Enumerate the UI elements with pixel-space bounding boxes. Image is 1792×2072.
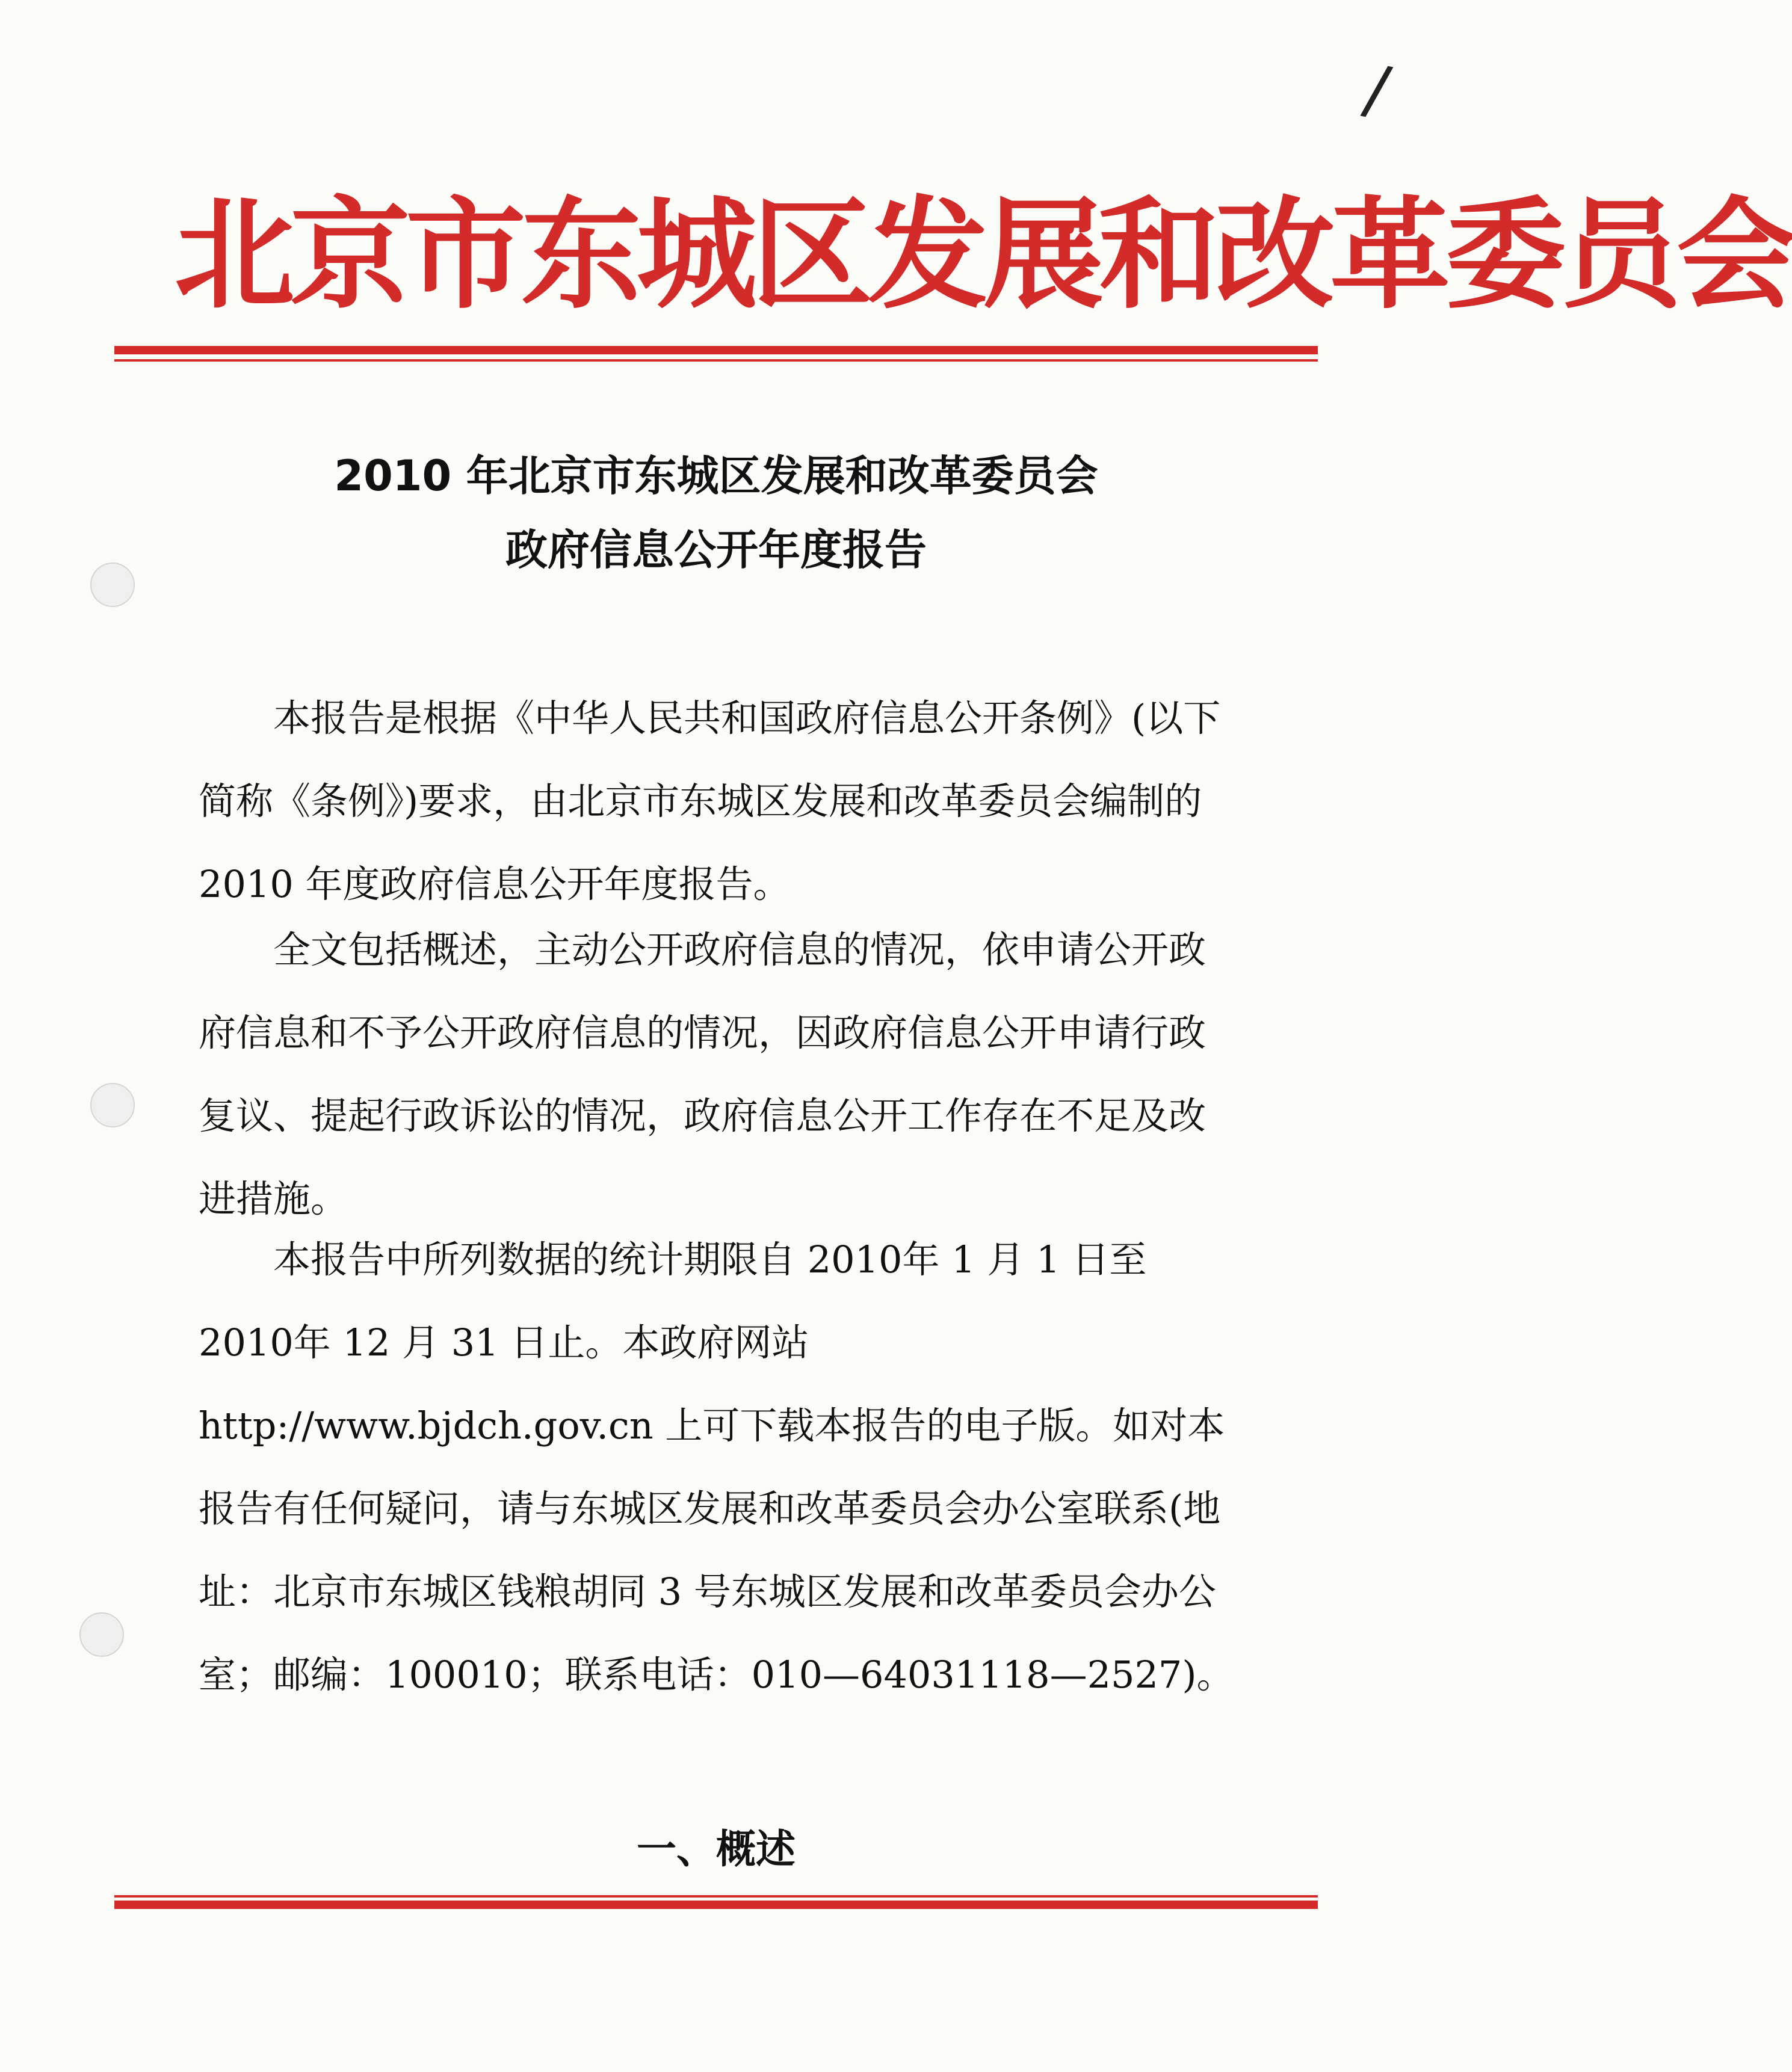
report-title-line-1: 2010 年北京市东城区发展和改革委员会 — [334, 451, 1098, 501]
paragraph-period-contact: 本报告中所列数据的统计期限自 2010年 1 月 1 日至 2010年 12 月 31 日止。本政府网站 http://www.bjdch.gov.cn 上可下载本报告的电子版。如对本报告有任何疑问，请与东城区发展和改革委员会办公室联系(地址：北京市东城区钱粮胡同 3 号东城区发展和改革委员会办公室；邮编：100010；联系电话：010—64031118—2527)。 — [199, 1238, 1234, 1697]
footer-red-rule-thin — [114, 1895, 1318, 1898]
letterhead: 北京市东城区发展和改革委员会 — [175, 185, 1792, 325]
report-title-line-2: 政府信息公开年度报告 — [505, 525, 927, 575]
punch-hole — [90, 1083, 135, 1127]
punch-hole — [79, 1612, 124, 1657]
page-corner-mark: / — [1358, 49, 1396, 130]
paragraph-basis: 本报告是根据《中华人民共和国政府信息公开条例》(以下简称《条例》)要求，由北京市东城区发展和改革委员会编制的 2010 年度政府信息公开年度报告。 — [199, 696, 1221, 906]
punch-hole — [90, 563, 135, 607]
footer-red-rule-thick — [114, 1901, 1318, 1909]
section-heading-overview: 一、概述 — [637, 1826, 796, 1872]
letterhead-red-rule-thick — [114, 346, 1318, 354]
letterhead-red-rule-thin — [114, 359, 1318, 362]
paragraph-contents: 全文包括概述，主动公开政府信息的情况，依申请公开政府信息和不予公开政府信息的情况，因政府信息公开申请行政复议、提起行政诉讼的情况，政府信息公开工作存在不足及改进措施。 — [199, 928, 1207, 1221]
